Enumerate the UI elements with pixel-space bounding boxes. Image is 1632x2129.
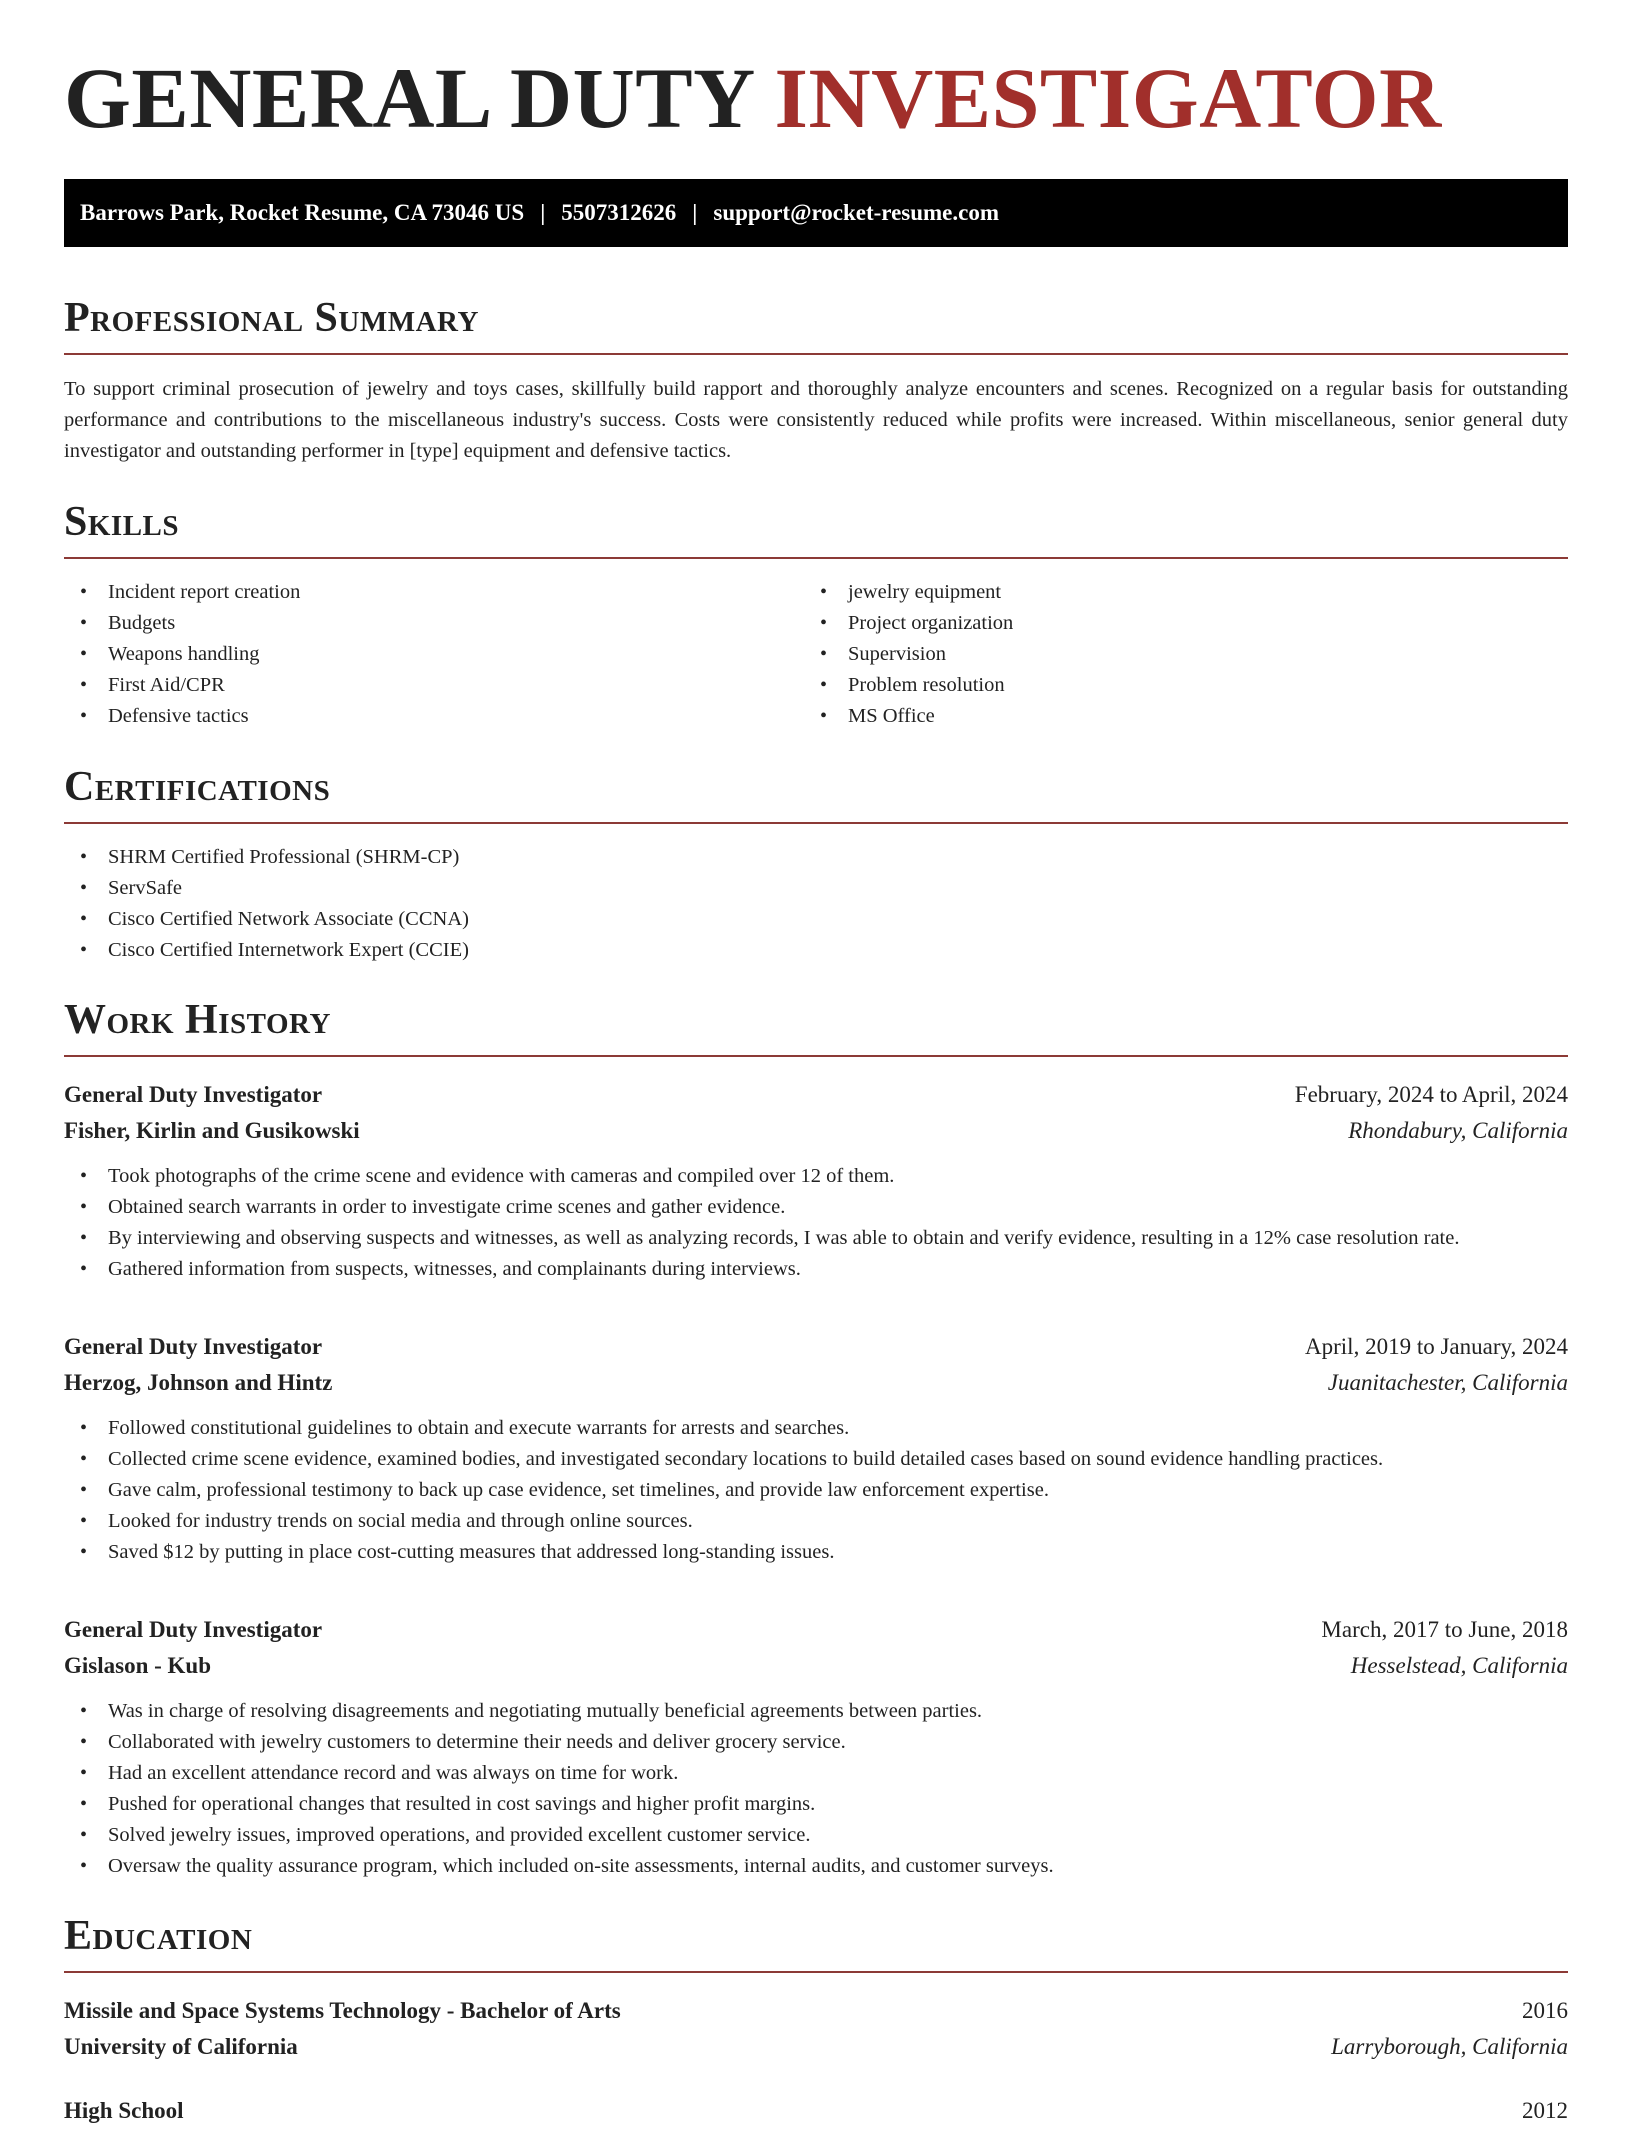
job-dates: February, 2024 to April, 2024 — [1294, 1082, 1568, 1107]
job-bullet: • Was in charge of resolving disagreements and negotiating mutually beneficial agreements between parties. — [64, 1696, 1568, 1727]
work-history-section — [64, 999, 1568, 1882]
job-role: General Duty Investigator — [64, 1082, 323, 1107]
job-entry — [64, 1077, 1568, 1285]
job-entry — [64, 1612, 1568, 1882]
job-company-row — [64, 1648, 1568, 1684]
job-header-row — [64, 1329, 1568, 1365]
contact-phone: 5507312626 — [561, 200, 677, 225]
certification-item: • Cisco Certified Network Associate (CCNA) — [64, 904, 1568, 935]
skill-item: • First Aid/CPR — [64, 670, 804, 701]
job-bullet: • Gathered information from suspects, witnesses, and complainants during interviews. — [64, 1254, 1568, 1285]
summary-section — [64, 297, 1568, 467]
skill-item: • Problem resolution — [804, 670, 1544, 701]
education-degree-row — [64, 1993, 1568, 2029]
education-entry — [64, 1993, 1568, 2065]
job-location: Juanitachester, California — [1327, 1370, 1568, 1395]
skill-item: • MS Office — [804, 701, 1544, 732]
certifications-list — [64, 842, 1568, 966]
job-dates: April, 2019 to January, 2024 — [1305, 1334, 1568, 1359]
job-entry — [64, 1329, 1568, 1568]
job-bullet: • Collected crime scene evidence, examined bodies, and investigated secondary locations to build detailed cases based on sound evidence handling practices. — [64, 1444, 1568, 1475]
education-year: 2012 — [1522, 2098, 1568, 2123]
certification-item: • ServSafe — [64, 873, 1568, 904]
job-company: Herzog, Johnson and Hintz — [64, 1370, 333, 1395]
contact-address: Barrows Park, Rocket Resume, CA 73046 US — [80, 200, 525, 225]
job-company-row — [64, 1365, 1568, 1401]
skill-item: • Incident report creation — [64, 577, 804, 608]
skill-item: • jewelry equipment — [804, 577, 1544, 608]
certifications-heading: Certifications — [64, 766, 1568, 824]
job-company: Fisher, Kirlin and Gusikowski — [64, 1118, 360, 1143]
summary-text: To support criminal prosecution of jewelry and toys cases, skillfully build rapport and thoroughly analyze encounters and scenes. Recognized on a regular basis for outstanding performance and contributions to the miscellaneous industry's success. Costs were consistently reduced while profits were increased. Within miscellaneous, senior general duty investigator and outstanding performer in [type] equipment and defensive tactics. — [64, 378, 1568, 462]
job-bullets — [64, 1696, 1568, 1882]
skill-item: • Defensive tactics — [64, 701, 804, 732]
job-company: Gislason - Kub — [64, 1653, 211, 1678]
name-first: GENERAL DUTY — [64, 50, 753, 146]
contact-separator: | — [692, 200, 698, 225]
job-bullet: • Obtained search warrants in order to investigate crime scenes and gather evidence. — [64, 1192, 1568, 1223]
contact-separator: | — [540, 200, 546, 225]
skills-grid — [64, 577, 1568, 732]
job-role: General Duty Investigator — [64, 1334, 323, 1359]
education-heading: Education — [64, 1915, 1568, 1973]
name-last: INVESTIGATOR — [774, 50, 1442, 146]
skills-list-left — [64, 577, 804, 732]
contact-email: support@rocket-resume.com — [713, 200, 1000, 225]
job-bullet: • Took photographs of the crime scene and evidence with cameras and compiled over 12 of them. — [64, 1161, 1568, 1192]
job-bullet: • Followed constitutional guidelines to obtain and execute warrants for arrests and searches. — [64, 1413, 1568, 1444]
job-bullet: • Solved jewelry issues, improved operations, and provided excellent customer service. — [64, 1820, 1568, 1851]
job-bullets — [64, 1161, 1568, 1285]
education-location: Larryborough, California — [1331, 2034, 1568, 2059]
job-header-row — [64, 1612, 1568, 1648]
work-history-heading: Work History — [64, 999, 1568, 1057]
certification-item: • SHRM Certified Professional (SHRM-CP) — [64, 842, 1568, 873]
education-degree: High School — [64, 2098, 184, 2123]
job-bullet: • Pushed for operational changes that resulted in cost savings and higher profit margins. — [64, 1789, 1568, 1820]
education-year: 2016 — [1522, 1998, 1568, 2023]
skills-heading: Skills — [64, 501, 1568, 559]
skill-item: • Weapons handling — [64, 639, 804, 670]
job-company-row — [64, 1113, 1568, 1149]
skill-item: • Budgets — [64, 608, 804, 639]
job-bullet: • By interviewing and observing suspects and witnesses, as well as analyzing records, I was able to obtain and verify evidence, resulting in a 12% case resolution rate. — [64, 1223, 1568, 1254]
job-dates: March, 2017 to June, 2018 — [1321, 1617, 1568, 1642]
education-section — [64, 1915, 1568, 2129]
job-bullet: • Collaborated with jewelry customers to determine their needs and deliver grocery service. — [64, 1727, 1568, 1758]
job-location: Hesselstead, California — [1350, 1653, 1568, 1678]
job-bullets — [64, 1413, 1568, 1568]
education-degree: Missile and Space Systems Technology - Bachelor of Arts — [64, 1998, 621, 2023]
skill-item: • Project organization — [804, 608, 1544, 639]
certifications-section — [64, 766, 1568, 966]
skill-item: • Supervision — [804, 639, 1544, 670]
education-school: University of California — [64, 2034, 298, 2059]
job-bullet: • Looked for industry trends on social media and through online sources. — [64, 1506, 1568, 1537]
education-entry — [64, 2093, 1568, 2129]
job-bullet: • Saved $12 by putting in place cost-cutting measures that addressed long-standing issues. — [64, 1537, 1568, 1568]
contact-bar — [64, 179, 1568, 247]
job-header-row — [64, 1077, 1568, 1113]
education-school-row — [64, 2029, 1568, 2065]
skills-section — [64, 501, 1568, 732]
education-degree-row — [64, 2093, 1568, 2129]
job-location: Rhondabury, California — [1348, 1118, 1568, 1143]
candidate-name — [64, 50, 1568, 146]
job-bullet: • Gave calm, professional testimony to back up case evidence, set timelines, and provide law enforcement expertise. — [64, 1475, 1568, 1506]
skills-list-right — [804, 577, 1544, 732]
job-bullet: • Oversaw the quality assurance program, which included on-site assessments, internal audits, and customer surveys. — [64, 1851, 1568, 1882]
job-bullet: • Had an excellent attendance record and was always on time for work. — [64, 1758, 1568, 1789]
summary-heading: Professional Summary — [64, 297, 1568, 355]
job-role: General Duty Investigator — [64, 1617, 323, 1642]
certification-item: • Cisco Certified Internetwork Expert (CCIE) — [64, 935, 1568, 966]
